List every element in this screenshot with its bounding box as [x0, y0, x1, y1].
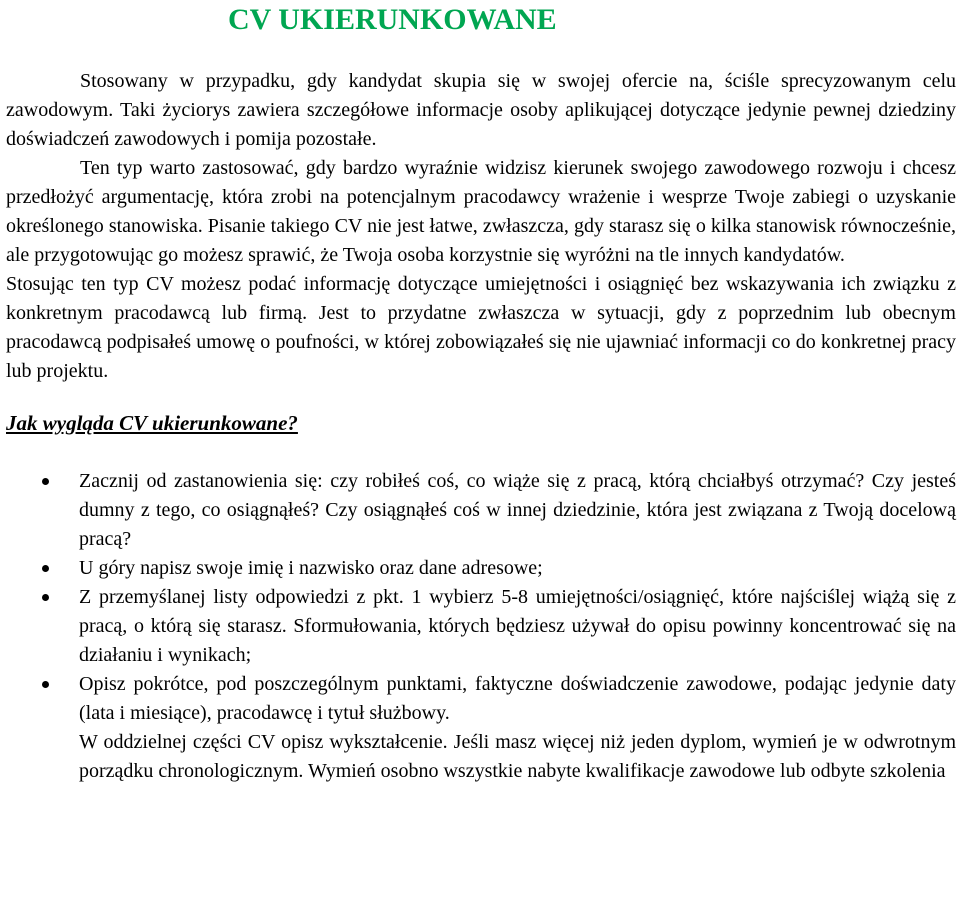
list-item [6, 467, 956, 554]
list-item-continuation: W oddzielnej części CV opisz wykształcenie. Jeśli masz więcej niż jeden dyplom, wymień je w odwrotnym porządku chronologicznym. Wymień osobno wszystkie nabyte kwalifikacje zawodowe lub odbyte szkolenia [79, 731, 956, 782]
list-item [6, 670, 956, 786]
list-item [6, 583, 956, 670]
bullet-icon [42, 594, 49, 601]
bullet-list [6, 467, 956, 786]
section-subheading: Jak wygląda CV ukierunkowane? [6, 411, 298, 435]
intro-paragraph-2: Ten typ warto zastosować, gdy bardzo wyraźnie widzisz kierunek swojego zawodowego rozwoju i chcesz przedłożyć argumentację, która zrobi na potencjalnym pracodawcy wrażenie i wesprze Twoje zabiegi o uzyskanie określonego stanowiska. Pisanie takiego CV nie jest łatwe, zwłaszcza, gdy starasz się o kilka stanowisk równocześnie, ale przygotowując go możesz sprawić, że Twoja osoba korzystnie się wyróżni na tle innych kandydatów. [6, 157, 956, 266]
list-item-text: Opisz pokrótce, pod poszczególnym punktami, faktyczne doświadczenie zawodowe, podając jedynie daty (lata i miesiące), pracodawcę i tytuł służbowy. [79, 673, 956, 724]
list-item-text: U góry napisz swoje imię i nazwisko oraz dane adresowe; [79, 557, 543, 579]
list-item [6, 554, 956, 583]
list-item-text: Z przemyślanej listy odpowiedzi z pkt. 1 wybierz 5-8 umiejętności/osiągnięć, które najściślej wiążą się z pracą, o którą się starasz. Sformułowania, których będziesz używał do opisu powinny koncentrować się na działaniu i wynikach; [79, 586, 956, 666]
intro-paragraph-3: Stosując ten typ CV możesz podać informację dotyczące umiejętności i osiągnięć bez wskazywania ich związku z konkretnym pracodawcą lub firmą. Jest to przydatne zwłaszcza w sytuacji, gdy z poprzednim lub obecnym pracodawcą podpisałeś umowę o poufności, w której zobowiązałeś się nie ujawniać informacji co do konkretnej pracy lub projektu. [6, 273, 956, 382]
document-page [6, 0, 956, 786]
bullet-icon [42, 681, 49, 688]
bullet-icon [42, 565, 49, 572]
page-title: CV UKIERUNKOWANE [228, 3, 557, 36]
bullet-icon [42, 478, 49, 485]
intro-paragraph-1: Stosowany w przypadku, gdy kandydat skupia się w swojej ofercie na, ściśle sprecyzowanym celu zawodowym. Taki życiorys zawiera szczegółowe informacje osoby aplikującej dotyczące jedynie pewnej dziedziny doświadczeń zawodowych i pomija pozostałe. [6, 70, 956, 150]
list-item-text: Zacznij od zastanowienia się: czy robiłeś coś, co wiąże się z pracą, którą chciałbyś otrzymać? Czy jesteś dumny z tego, co osiągnąłeś? Czy osiągnąłeś coś w innej dziedzinie, która jest związana z Twoją docelową pracą? [79, 470, 956, 550]
